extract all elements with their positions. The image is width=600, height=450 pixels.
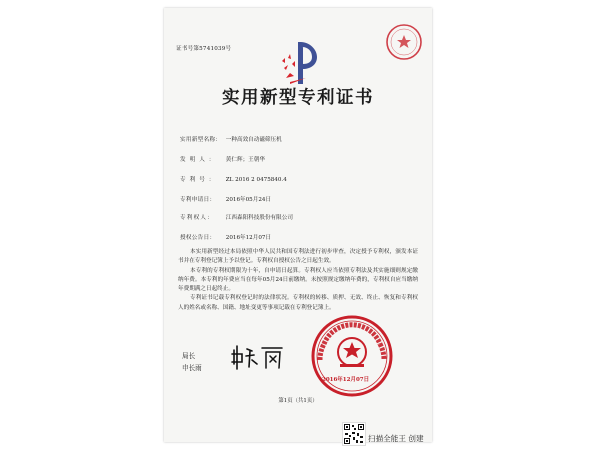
body-paragraph: 本专利的专利权期限为十年，自申请日起算。专利权人应当依照专利法及其实施细则规定缴纳年费。本专利的年费应当在每年05月24日前缴纳。未按照规定缴纳年费的，专利权自应当缴纳年费期满之日起终止。 bbox=[178, 267, 418, 293]
certificate-number: 证书号第5741039号 bbox=[176, 46, 232, 52]
field-patentee bbox=[180, 213, 293, 221]
seal-date: 2016年12月07日 bbox=[322, 377, 370, 383]
field-grant-date bbox=[180, 233, 271, 241]
signatory-name: 申长雨 bbox=[182, 364, 202, 372]
field-value: 2016年12月07日 bbox=[225, 235, 272, 241]
signatory-title: 局长 bbox=[182, 352, 196, 360]
qr-code-icon bbox=[342, 422, 366, 446]
field-label: 专利权人： bbox=[180, 215, 214, 221]
field-value: ZL 2016 2 0475840.4 bbox=[225, 177, 287, 183]
official-red-seal-icon bbox=[310, 314, 394, 398]
field-label: 专利申请日： bbox=[180, 197, 216, 203]
body-paragraph: 本实用新型经过本局依照中华人民共和国专利法进行初步审查，决定授予专利权，颁发本证书并在专利登记簿上予以登记。专利权自授权公告之日起生效。 bbox=[178, 249, 418, 265]
sipo-logo-icon bbox=[276, 38, 326, 88]
field-patent-number bbox=[180, 175, 287, 183]
field-value: 一种高效自动磁筛压机 bbox=[225, 137, 282, 143]
certificate-page bbox=[164, 8, 432, 442]
field-value: 2016年05月24日 bbox=[225, 197, 272, 203]
field-label: 发明人： bbox=[180, 157, 219, 163]
page-number: 第1页（共1页） bbox=[278, 398, 318, 404]
handwritten-signature-icon bbox=[230, 342, 286, 372]
field-label: 实用新型名称： bbox=[180, 137, 222, 143]
field-inventor bbox=[180, 155, 265, 163]
top-seal-icon bbox=[384, 22, 424, 62]
scanner-watermark: 扫描全能王 创建 bbox=[368, 434, 424, 443]
field-label: 授权公告日： bbox=[180, 235, 216, 241]
field-application-date bbox=[180, 195, 271, 203]
body-paragraph: 专利证书记载专利权登记时的法律状况。专利权的转移、质押、无效、终止、恢复和专利权人的姓名或名称、国籍、地址变更等事项记载在专利登记簿上。 bbox=[178, 295, 418, 311]
field-label: 专利号： bbox=[180, 177, 219, 183]
field-value: 黄仁辉；王朝华 bbox=[225, 157, 265, 163]
field-utility-model-name bbox=[180, 135, 282, 143]
field-value: 江西森阳科技股份有限公司 bbox=[225, 215, 293, 221]
certificate-body bbox=[178, 248, 418, 313]
certificate-title: 实用新型专利证书 bbox=[222, 88, 374, 108]
